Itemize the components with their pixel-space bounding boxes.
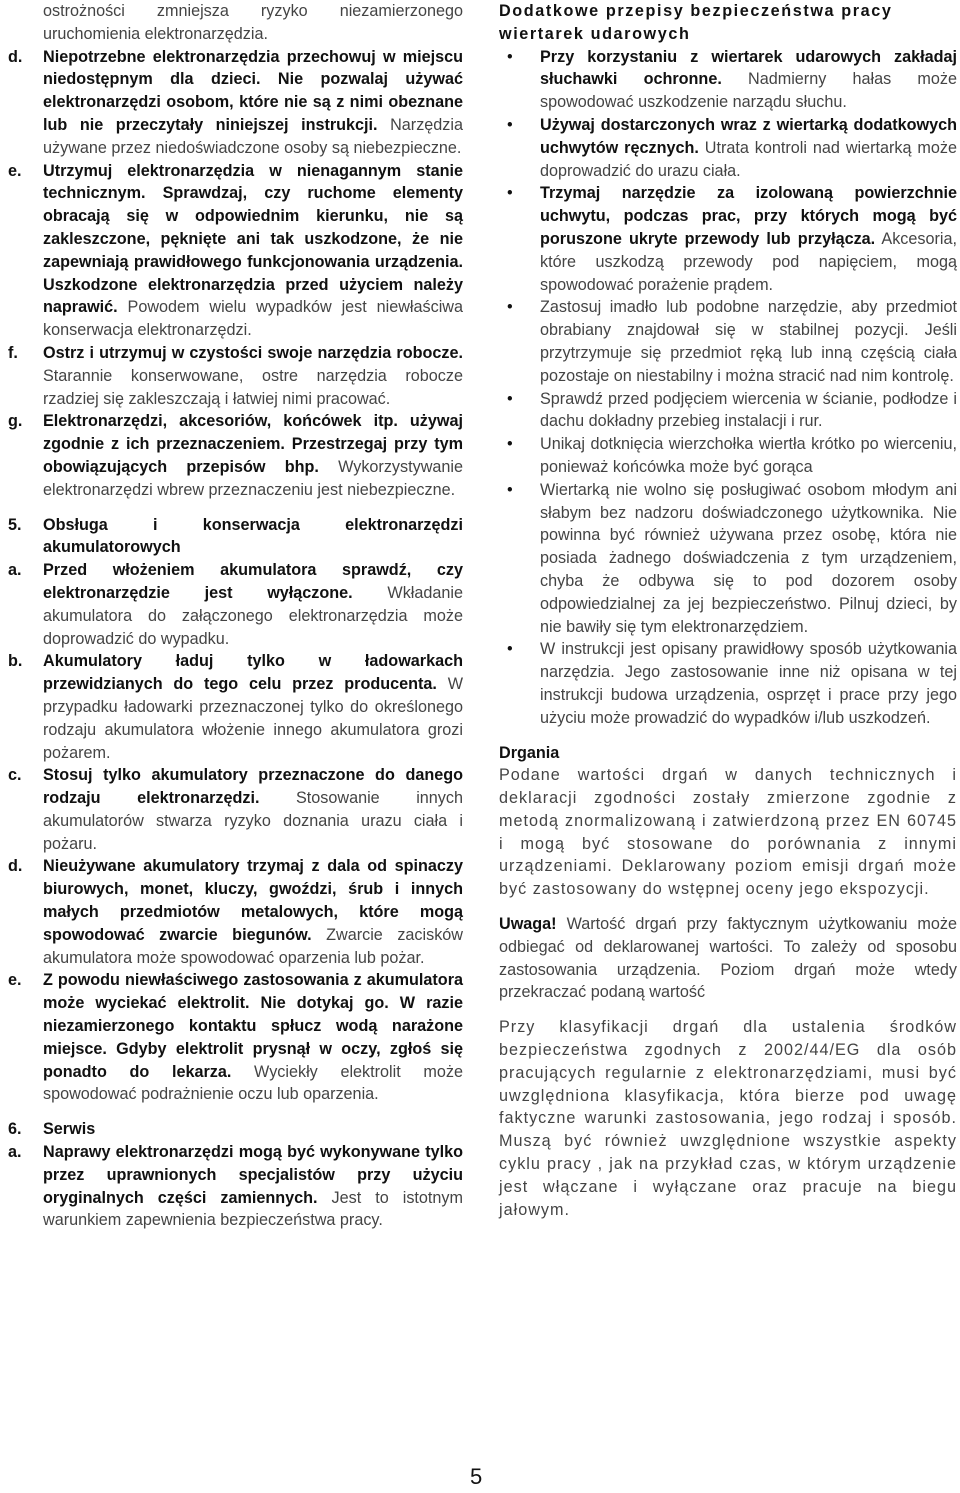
rule-marker: f. [8, 343, 18, 362]
intro-paragraph [8, 0, 463, 46]
uwaga-label: Uwaga! [499, 915, 557, 934]
bullet-list [499, 46, 957, 730]
section-number: 5. [8, 515, 22, 534]
rule-text: Starannie konserwowane, ostre narzędzia robocze rzadziej się zakleszczają i łatwiej nimi pracować. [43, 366, 463, 408]
rule-marker: g. [8, 412, 23, 431]
rule-bold: Utrzymuj elektronarzędzia w nienagannym stanie technicznym. Sprawdzaj, czy ruchome elementy obracają się w odpowiednim kierunku, nie są zakleszczone, pęknięte ani tak uszkodzone, że nie zapewniają prawidłowego funkcjonowania urządzenia. Uszkodzone elektronarzędzia przed użyciem należy naprawić. [43, 161, 463, 317]
rule-bold: Nieużywane akumulatory trzymaj z dala od spinaczy biurowych, monet, kluczy, gwoździ, śrub i innych małych przedmiotów metalowych, które mogą spowodować zwarcie biegunów. [43, 857, 463, 944]
section-heading: Dodatkowe przepisy bezpieczeństwa pracy wiertarek udarowych [499, 2, 893, 43]
rule-5e [8, 969, 463, 1106]
section-number: 6. [8, 1120, 22, 1139]
rule-text: Wyciekły elektrolit może spowodować podrażnienie oczu lub oparzenia. [43, 1062, 463, 1104]
section-gap [8, 1106, 463, 1118]
rule-e [8, 160, 463, 342]
bullet-item [499, 433, 957, 479]
rule-bold: Ostrz i utrzymuj w czystości swoje narzędzia robocze. [43, 343, 463, 362]
rule-text: Stosowanie innych akumulatorów stwarza ryzyko doznania urazu ciała i pożaru. [43, 789, 464, 853]
rule-text: Zwarcie zacisków akumulatora może spowodować oparzenia lub pożar. [43, 925, 463, 967]
right-column [499, 0, 957, 1221]
bullet-text: Sprawdź przed podjęciem wiercenia w ścianie, podłodze i dachu dokładny przebieg instalacji i rur. [540, 389, 957, 431]
rule-f [8, 342, 463, 410]
rule-g [8, 410, 463, 501]
section-5-heading [8, 514, 463, 560]
bullet-dot-icon: • [507, 115, 513, 134]
bullet-item [499, 46, 957, 114]
rule-marker: c. [8, 766, 22, 785]
rule-marker: d. [8, 857, 23, 876]
bullet-bold: Przy korzystaniu z wiertarek udarowych zakładaj słuchawki ochronne. [540, 47, 957, 89]
bullet-item [499, 114, 957, 182]
rule-bold: Naprawy elektronarzędzi mogą być wykonywane tylko przez uprawnionych specjalistów przy użyciu oryginalnych części zamiennych. [43, 1143, 463, 1207]
uwaga-paragraph [499, 913, 957, 1004]
bullet-item [499, 182, 957, 296]
bullet-dot-icon: • [507, 480, 513, 499]
bullet-text: Akcesoria, które uszkodzą przewody pod napięciem, mogą spowodować porażenie prądem. [540, 229, 957, 294]
rule-6a [8, 1141, 463, 1232]
bullet-dot-icon: • [507, 435, 513, 454]
bullet-text: Unikaj dotknięcia wierzchołka wiertła krótko po wierceniu, ponieważ końcówka może być gorąca [540, 435, 957, 476]
section-gap [8, 502, 463, 514]
bullet-item [499, 638, 957, 729]
left-column [8, 0, 463, 1232]
klasyfikacja-paragraph: Przy klasyfikacji drgań dla ustalenia środków bezpieczeństwa zgodnych z 2002/44/EG dla osób pracujących regularnie z elektronarzędziami, musi być uwzględniona klasyfikacja, która bierze pod uwagę faktyczne warunki zastosowania, jego rodzaj i sposób. Muszą być również uwzględnione wszystkie aspekty cyklu pracy , jak na przykład czas, w którym urządzenie jest włączane i wyłączane oraz pracuje na biegu jałowym. [499, 1018, 957, 1219]
section-gap [499, 730, 957, 742]
rule-text: Wykorzystywanie elektronarzędzi wbrew przeznaczeniu jest niebezpieczne. [43, 457, 463, 499]
rule-text: Narzędzia używane przez niedoświadczone osoby są niebezpieczne. [43, 115, 463, 157]
rule-text: Powodem wielu wypadków jest niewłaściwa konserwacja elektronarzędzi. [43, 298, 463, 340]
bullet-dot-icon: • [507, 389, 513, 408]
rule-text: Wkładanie akumulatora do załączonego elektronarzędzia może doprowadzić do wypadku. [43, 583, 463, 648]
page-number: 5 [470, 1464, 483, 1489]
rule-text: W przypadku ładowarki przeznaczonej tylko do określonego rodzaju akumulatora włożenie innego akumulatora grozi pożarem. [43, 675, 463, 762]
bullet-text: W instrukcji jest opisany prawidłowy sposób użytkowania narzędzia. Jego zastosowanie inne niż opisana w tej instrukcji budowa urządzenia, osprzęt i prace przy jego użyciu może prowadzić do wypadków i/lub uszkodzeń. [540, 640, 957, 727]
intro-text: ostrożności zmniejsza ryzyko niezamierzonego uruchomienia elektronarzędzia. [43, 2, 463, 43]
drgania-title: Drgania [499, 743, 560, 762]
bullet-dot-icon: • [507, 47, 513, 66]
section-gap [499, 1004, 957, 1016]
rule-bold: Stosuj tylko akumulatory przeznaczone do danego rodzaju elektronarzędzi. [43, 766, 463, 808]
bullet-bold: Trzymaj narzędzie za izolowaną powierzchnie uchwytu, podczas prac, przy których mogą być poruszone ukryte przewody lub przyłącza. [540, 184, 957, 248]
bullet-text: Zastosuj imadło lub podobne narzędzie, aby przedmiot obrabiany znajdował się w stabilnej pozycji. Jeśli przytrzymuje się przedmiot ręką lub inną częścią ciała pozostaje on niestabilny i można stracić nad nim kontrolę. [540, 298, 957, 385]
rule-marker: e. [8, 161, 22, 180]
rule-5c [8, 764, 463, 855]
drgania-paragraph: Podane wartości drgań w danych technicznych i deklaracji zgodności zostały zmierzone zgodnie z metodą znormalizowaną i zatwierdzoną przez EN 60745 i mogą być stosowane do porównania z innymi urządzeniami. Deklarowany poziom emisji drgań może być zastosowany do wstępnej oceny jego ekspozycji. [499, 766, 957, 899]
rule-marker: d. [8, 47, 23, 66]
bullet-bold: Używaj dostarczonych wraz z wiertarką dodatkowych uchwytów ręcznych. [540, 115, 957, 157]
bullet-item [499, 388, 957, 434]
rule-marker: a. [8, 1143, 22, 1162]
bullet-dot-icon: • [507, 640, 513, 659]
rule-bold: Przed włożeniem akumulatora sprawdź, czy elektronarzędzie jest wyłączone. [43, 561, 463, 602]
section-6-heading [8, 1118, 463, 1141]
rule-5a [8, 559, 463, 650]
rule-bold: Z powodu niewłaściwego zastosowania z akumulatora może wyciekać elektrolit. Nie dotykaj go. W razie niezamierzonego kontaktu spłucz wodą narażone miejsce. Gdyby elektrolit prysnął w oczy, zgłoś się ponadto do lekarza. [43, 971, 463, 1081]
rule-5d [8, 855, 463, 969]
section-title: Obsługa i konserwacja elektronarzędzi akumulatorowych [43, 515, 463, 557]
rule-marker: a. [8, 561, 22, 580]
uwaga-text: Wartość drgań przy faktycznym użytkowaniu może odbiegać od deklarowanej wartości. To zależy od sposobu zastosowania urządzenia. Poziom drgań może wtedy przekraczać podaną wartość [499, 915, 957, 1002]
rule-bold: Elektronarzędzi, akcesoriów, końcówek itp. używaj zgodnie z ich przeznaczeniem. Przestrzegaj przy tym obowiązujących przepisów bhp. [43, 412, 463, 476]
bullet-item [499, 296, 957, 387]
rule-marker: e. [8, 971, 22, 990]
bullet-text: Nadmierny hałas może spowodować uszkodzenie narządu słuchu. [540, 70, 957, 112]
bullet-item [499, 479, 957, 639]
rule-text: Jest to istotnym warunkiem zapewnienia bezpieczeństwa pracy. [43, 1188, 464, 1230]
bullet-dot-icon: • [507, 184, 513, 203]
rule-d [8, 46, 463, 160]
section-gap [499, 901, 957, 913]
rule-5b [8, 650, 463, 764]
section-title: Serwis [43, 1120, 96, 1139]
bullet-dot-icon: • [507, 298, 513, 317]
rule-bold: Akumulatory ładuj tylko w ładowarkach przewidzianych do tego celu przez producenta. [43, 652, 463, 694]
rule-marker: b. [8, 652, 23, 671]
bullet-text: Wiertarką nie wolno się posługiwać osobom młodym ani słabym bez nadzoru doświadczonego użytkownika. Nie powinna być również używana przez osobę, która nie posiada żadnego doświadczenia z tym urządzeniem, chyba że odbywa się to pod dozorem osoby odpowiedzialnej za jej bezpieczeństwo. Pilnuj dzieci, by nie bawiły się tym elektronarzędziem. [540, 480, 957, 636]
bullet-text: Utrata kontroli nad wiertarką może doprowadzić do urazu ciała. [540, 138, 958, 180]
rule-bold: Niepotrzebne elektronarzędzia przechowuj w miejscu niedostępnym dla dzieci. Nie pozwalaj używać elektronarzędzi osobom, które nie są z nimi obeznane lub nie przeczytały niniejszej instrukcji. [43, 47, 463, 134]
